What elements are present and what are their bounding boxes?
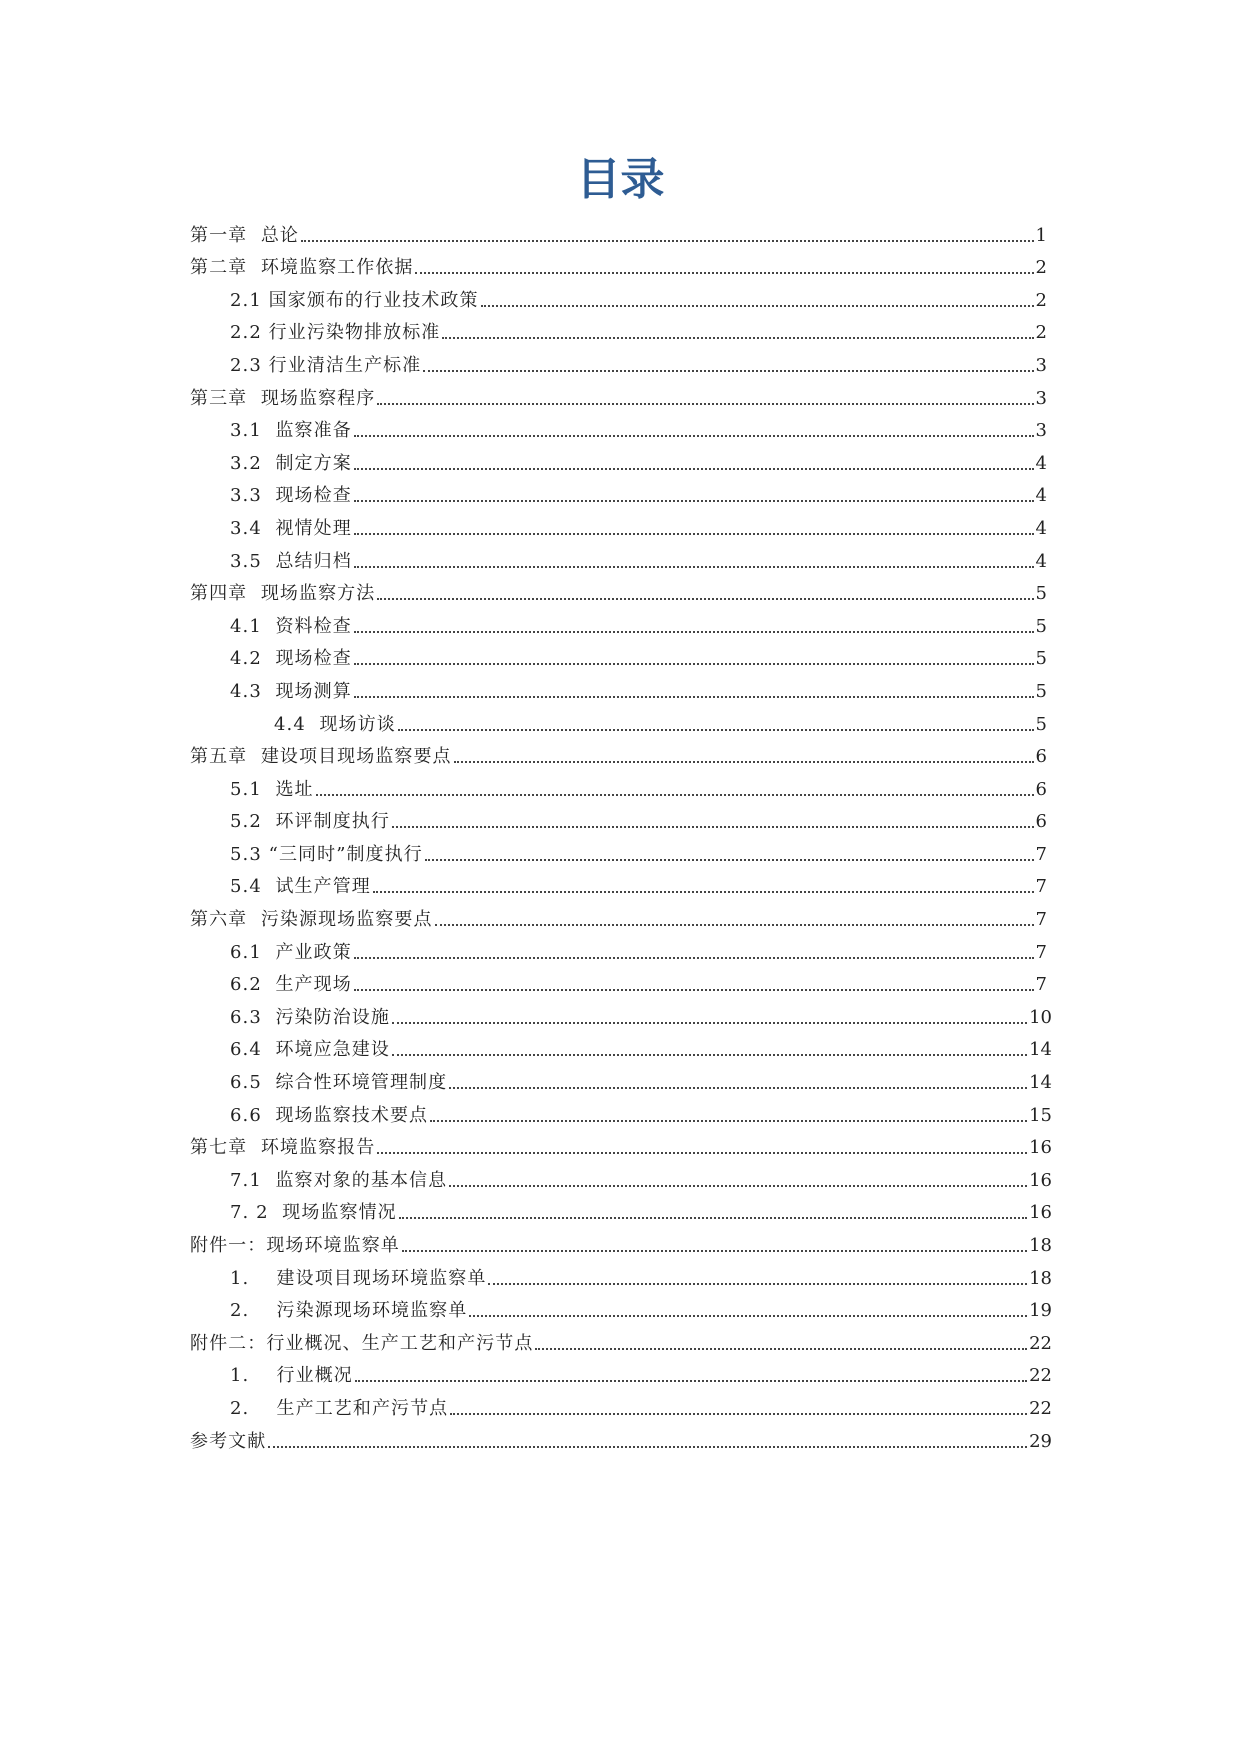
toc-entry[interactable]: [0, 902, 1241, 935]
toc-entry-page: 6: [1035, 778, 1047, 800]
toc-entry-label: 4.1 资料检查: [230, 615, 352, 637]
toc-dot-leader: [449, 1087, 1027, 1089]
toc-entry-label: 参考文献: [190, 1430, 267, 1452]
toc-entry-page: 7: [1035, 941, 1047, 963]
toc-dot-leader: [354, 566, 1034, 568]
toc-dot-leader: [454, 761, 1034, 763]
toc-entry[interactable]: [0, 348, 1241, 381]
toc-entry[interactable]: [0, 1131, 1241, 1164]
toc-dot-leader: [301, 240, 1034, 242]
toc-entry-label: 3.1 监察准备: [230, 420, 352, 442]
toc-entry-page: 2: [1035, 257, 1047, 279]
toc-entry-page: 5: [1035, 648, 1047, 670]
toc-entry-label: 6.5 综合性环境管理制度: [230, 1072, 448, 1094]
toc-dot-leader: [488, 1283, 1027, 1285]
toc-entry-label: 5.4 试生产管理: [230, 876, 371, 898]
toc-entry[interactable]: [0, 316, 1241, 349]
toc-entry[interactable]: [0, 251, 1241, 284]
toc-entry[interactable]: [0, 1163, 1241, 1196]
toc-entry-page: 5: [1035, 713, 1047, 735]
toc-entry[interactable]: [0, 870, 1241, 903]
toc-entry-label: 3.5 总结归档: [230, 550, 352, 572]
page-title: 目录: [576, 154, 665, 205]
toc-entry-page: 6: [1035, 746, 1047, 768]
toc-entry-page: 14: [1029, 1072, 1052, 1094]
toc-entry-page: 3: [1035, 420, 1047, 442]
toc-entry[interactable]: [0, 935, 1241, 968]
toc-entry[interactable]: [0, 1228, 1241, 1261]
toc-dot-leader: [392, 826, 1034, 828]
toc-entry-label: 3.3 现场检查: [230, 485, 352, 507]
toc-entry[interactable]: [0, 1294, 1241, 1327]
toc-entry-page: 4: [1035, 452, 1047, 474]
toc-entry-page: 5: [1035, 615, 1047, 637]
toc-entry-label: 5.2 环评制度执行: [230, 811, 390, 833]
toc-dot-leader: [450, 1413, 1027, 1415]
toc-dot-leader: [442, 337, 1033, 339]
toc-entry-label: 1. 建设项目现场环境监察单: [230, 1267, 487, 1289]
toc-entry[interactable]: [0, 1391, 1241, 1424]
toc-entry[interactable]: [0, 642, 1241, 675]
toc-entry[interactable]: [0, 446, 1241, 479]
toc-entry[interactable]: [0, 1098, 1241, 1131]
toc-entry-page: 3: [1035, 387, 1047, 409]
toc-entry-label: 6.6 现场监察技术要点: [230, 1104, 429, 1126]
toc-entry[interactable]: [0, 1000, 1241, 1033]
toc-entry-page: 29: [1029, 1430, 1052, 1452]
toc-entry[interactable]: [0, 837, 1241, 870]
toc-entry[interactable]: [0, 609, 1241, 642]
toc-dot-leader: [316, 794, 1034, 796]
toc-dot-leader: [354, 631, 1034, 633]
toc-dot-leader: [354, 957, 1034, 959]
toc-entry-page: 16: [1029, 1137, 1052, 1159]
toc-dot-leader: [392, 1054, 1027, 1056]
toc-entry-page: 16: [1029, 1169, 1052, 1191]
toc-entry-page: 19: [1029, 1300, 1052, 1322]
toc-entry[interactable]: [0, 414, 1241, 447]
toc-entry-page: 7: [1035, 909, 1047, 931]
toc-entry-label: 2.1 国家颁布的行业技术政策: [230, 289, 479, 311]
toc-entry-label: 6.4 环境应急建设: [230, 1039, 390, 1061]
toc-dot-leader: [354, 533, 1034, 535]
toc-dot-leader: [415, 272, 1033, 274]
toc-entry-page: 18: [1029, 1235, 1052, 1256]
toc-entry-page: 7: [1035, 876, 1047, 898]
toc-entry[interactable]: [0, 805, 1241, 838]
toc-entry-label: 5.3 “三同时”制度执行: [230, 843, 423, 865]
toc-entry-page: 4: [1035, 485, 1047, 507]
toc-dot-leader: [268, 1446, 1027, 1448]
toc-dot-leader: [354, 435, 1034, 437]
toc-entry[interactable]: [0, 1196, 1241, 1229]
toc-entry[interactable]: [0, 740, 1241, 773]
toc-entry-label: 附件一：现场环境监察单: [190, 1235, 400, 1256]
toc-entry[interactable]: [0, 1033, 1241, 1066]
toc-entry[interactable]: [0, 1261, 1241, 1294]
toc-entry-label: 6.1 产业政策: [230, 941, 352, 963]
toc-entry-page: 14: [1029, 1039, 1052, 1061]
toc-dot-leader: [435, 924, 1034, 926]
toc-entry[interactable]: [0, 577, 1241, 610]
toc-entry-label: 第三章 现场监察程序: [190, 387, 376, 409]
toc-entry[interactable]: [0, 381, 1241, 414]
toc-entry-page: 5: [1035, 583, 1047, 605]
toc-entry[interactable]: [0, 1326, 1241, 1359]
toc-entry-label: 1. 行业概况: [230, 1365, 353, 1387]
toc-entry-page: 2: [1035, 289, 1047, 311]
toc-entry-label: 2.2 行业污染物排放标准: [230, 322, 441, 344]
toc-entry-page: 4: [1035, 517, 1047, 539]
toc-entry-label: 4.2 现场检查: [230, 648, 352, 670]
toc-entry-page: 2: [1035, 322, 1047, 344]
toc-dot-leader: [354, 500, 1034, 502]
toc-entry-label: 7. 2 现场监察情况: [230, 1202, 397, 1224]
toc-dot-leader: [430, 1120, 1027, 1122]
toc-entry[interactable]: [0, 1065, 1241, 1098]
toc-entry-page: 3: [1035, 354, 1047, 376]
toc-dot-leader: [425, 859, 1034, 861]
toc-entry[interactable]: [0, 707, 1241, 740]
toc-entry-label: 2.3 行业清洁生产标准: [230, 354, 422, 376]
toc-entry-label: 4.3 现场测算: [230, 680, 352, 702]
table-of-contents: [0, 218, 1241, 1457]
toc-entry-label: 第二章 环境监察工作依据: [190, 257, 414, 279]
toc-entry-page: 5: [1035, 680, 1047, 702]
toc-entry-label: 3.2 制定方案: [230, 452, 352, 474]
toc-dot-leader: [354, 468, 1034, 470]
toc-dot-leader: [469, 1315, 1027, 1317]
toc-dot-leader: [449, 1185, 1027, 1187]
toc-entry-label: 第四章 现场监察方法: [190, 583, 376, 605]
toc-entry-page: 22: [1029, 1397, 1052, 1419]
toc-entry[interactable]: [0, 218, 1241, 251]
toc-entry-page: 4: [1035, 550, 1047, 572]
toc-entry-page: 22: [1029, 1332, 1052, 1354]
toc-entry-label: 第七章 环境监察报告: [190, 1137, 376, 1159]
toc-entry-label: 第五章 建设项目现场监察要点: [190, 746, 452, 768]
toc-entry-page: 6: [1035, 811, 1047, 833]
toc-entry[interactable]: [0, 544, 1241, 577]
toc-entry-page: 1: [1035, 224, 1047, 246]
toc-entry[interactable]: [0, 1359, 1241, 1392]
toc-dot-leader: [481, 305, 1034, 307]
toc-dot-leader: [373, 891, 1034, 893]
toc-dot-leader: [377, 403, 1033, 405]
toc-entry-page: 7: [1035, 974, 1047, 996]
toc-entry-label: 2. 生产工艺和产污节点: [230, 1397, 449, 1419]
toc-entry[interactable]: [0, 1424, 1241, 1457]
toc-dot-leader: [399, 1217, 1027, 1219]
toc-entry[interactable]: [0, 968, 1241, 1001]
toc-dot-leader: [535, 1348, 1027, 1350]
toc-entry-page: 18: [1029, 1267, 1052, 1289]
toc-dot-leader: [377, 1152, 1027, 1154]
toc-entry[interactable]: [0, 511, 1241, 544]
toc-entry-label: 第六章 污染源现场监察要点: [190, 909, 433, 931]
toc-dot-leader: [398, 729, 1034, 731]
toc-entry-label: 第一章 总论: [190, 224, 300, 246]
toc-entry-label: 5.1 选址: [230, 778, 314, 800]
toc-dot-leader: [354, 663, 1034, 665]
toc-dot-leader: [355, 1380, 1027, 1382]
toc-entry-label: 3.4 视情处理: [230, 517, 352, 539]
toc-dot-leader: [423, 370, 1033, 372]
toc-entry-label: 2. 污染源现场环境监察单: [230, 1300, 468, 1322]
toc-entry-page: 22: [1029, 1365, 1052, 1387]
toc-entry-page: 15: [1029, 1104, 1052, 1126]
toc-dot-leader: [392, 1022, 1027, 1024]
toc-entry-label: 4.4 现场访谈: [274, 713, 396, 735]
toc-entry-page: 10: [1029, 1006, 1052, 1028]
toc-entry[interactable]: [0, 479, 1241, 512]
toc-dot-leader: [354, 696, 1034, 698]
toc-entry[interactable]: [0, 674, 1241, 707]
toc-entry-label: 7.1 监察对象的基本信息: [230, 1169, 448, 1191]
toc-entry[interactable]: [0, 772, 1241, 805]
toc-entry-label: 附件二：行业概况、生产工艺和产污节点: [190, 1332, 534, 1354]
toc-entry-label: 6.3 污染防治设施: [230, 1006, 390, 1028]
toc-dot-leader: [377, 598, 1033, 600]
toc-entry-page: 16: [1029, 1202, 1052, 1224]
toc-entry-label: 6.2 生产现场: [230, 974, 352, 996]
toc-dot-leader: [354, 989, 1034, 991]
toc-entry[interactable]: [0, 283, 1241, 316]
toc-entry-page: 7: [1035, 843, 1047, 865]
toc-dot-leader: [402, 1250, 1027, 1252]
